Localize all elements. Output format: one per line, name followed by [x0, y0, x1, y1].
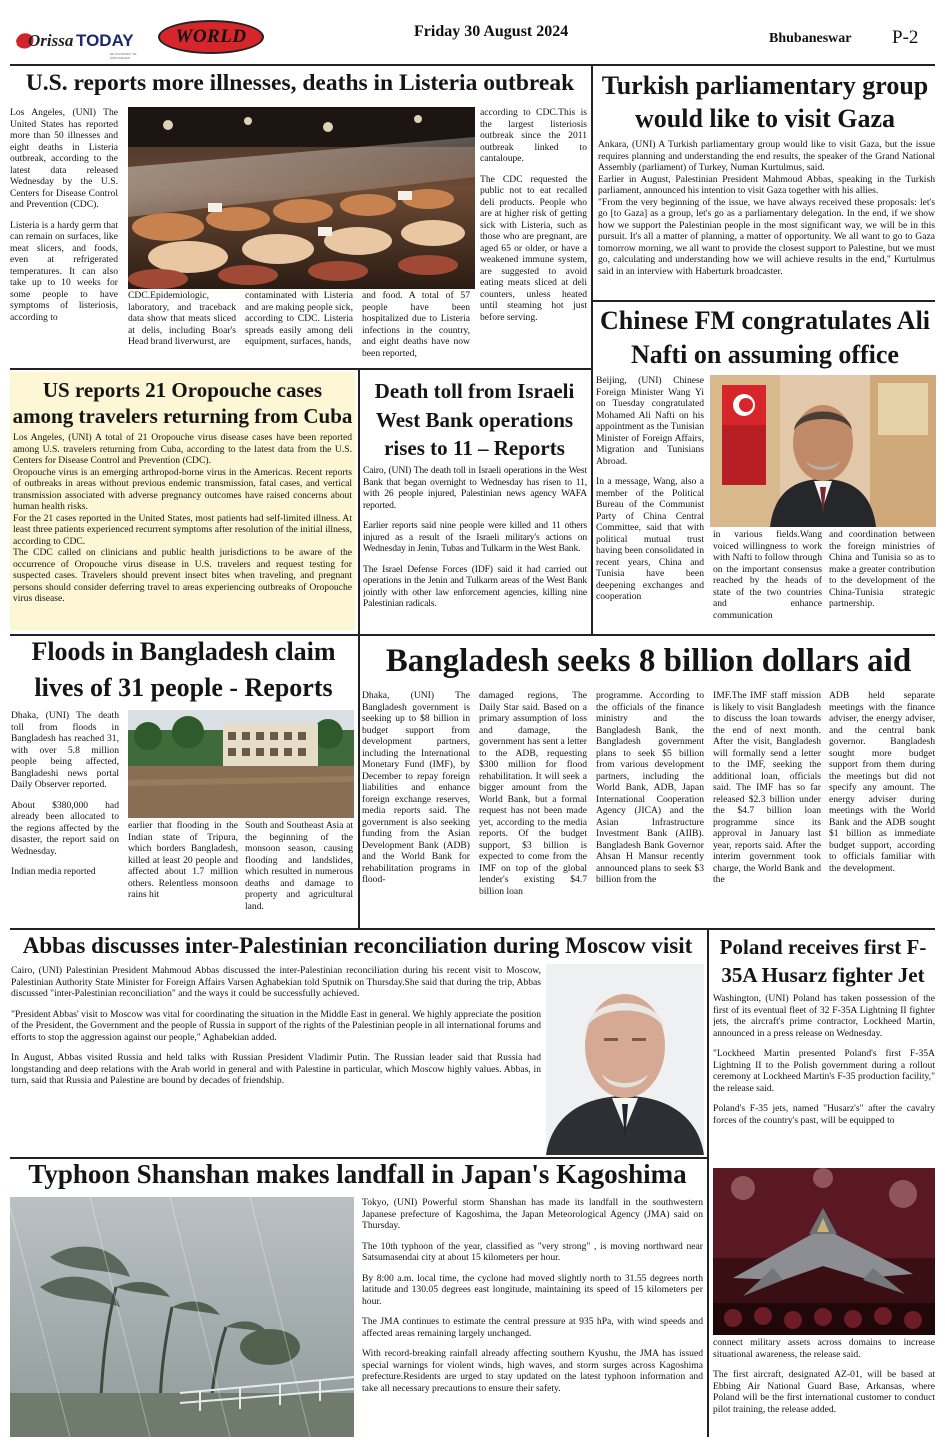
- poland-body-2: [713, 1337, 935, 1439]
- westbank-text-3: The Israel Defense Forces (IDF) said it had carried out operations in the Jenin and Tulkarm areas of the West Bank jointly with other law enforcement agencies, killing nine Palestinian radicals.: [363, 563, 587, 609]
- westbank-headline: Death toll from Israeli West Bank operations rises to 11 – Reports: [374, 379, 575, 461]
- column-rule-4: [707, 930, 709, 1437]
- westbank-body: [363, 465, 587, 631]
- floods-col2: earlier that flooding in the Indian state of Tripura, which borders Bangladesh, killed at least 20 people and affected about 1.7 million others. Relentless monsoon rains hit: [128, 820, 238, 900]
- oropouche-headline: US reports 21 Oropouche cases among travelers returning from Cuba: [12, 378, 353, 429]
- abbas-photo: [546, 964, 704, 1155]
- typhoon-text-2: The 10th typhoon of the year, classified as "very strong" , is moving northward near Satsumasendai city at about 15 kilometers per hour.: [362, 1240, 703, 1263]
- flood-photo: [128, 710, 354, 818]
- column-rule-3: [358, 636, 360, 928]
- bangladesh-aid-col3: programme. According to the officials of the finance ministry and the Bangladesh Bank, the Bangladesh government plans to seek $5 billion from various development partners, including the World Bank, ADB, Japan International Cooperation Agency (JICA) and the Asian Infrastructure Investment Bank (AIIB). Bangladesh Bank Governor Ahsan H Mansur recently announced plans to seek $3 billion from the: [596, 690, 704, 885]
- f35-jet-photo: [713, 1168, 935, 1335]
- typhoon-text-5: With record-breaking rainfall already affecting southern Kyushu, the JMA has issued special warnings for violent winds, high waves, and storm surges across Kagoshima prefecture.Residents are urged to stay updated on the latest typhoon information and take all necessary precautions to ensure their safety.: [362, 1348, 703, 1394]
- listeria-col5: [480, 107, 587, 367]
- abbas-headline: Abbas discusses inter-Palestinian reconciliation during Moscow visit: [22, 933, 693, 958]
- abbas-text-3: In August, Abbas visited Russia and held talks with Russian President Vladimir Putin. The Russian leader said that Russia had longstanding and deep relations with the Arab world in general and with Palestine in particular, which Moscow highly values. Abbas, in turn, said that Russia and Palestine are bound by decades of friendship.: [11, 1052, 541, 1086]
- turkish-body: [598, 139, 935, 299]
- turkish-bottom-rule: [593, 300, 935, 302]
- typhoon-headline: Typhoon Shanshan makes landfall in Japan's Kagoshima: [28, 1159, 687, 1189]
- abbas-text-2: "President Abbas' visit to Moscow was vital for coordinating the situation in the Middle East in general. We highly appreciate the position of the President, the Government and the people of Russia in support of the rights of the Palestinian people in all international forums and efforts to stop the aggression against our people," Aghabekian added.: [11, 1008, 541, 1043]
- listeria-col3: contaminated with Listeria and are making people sick, according to CDC. Listeria spreads easily among deli equipment, surfaces, hands,: [245, 290, 353, 347]
- turkish-text-2: Earlier in August, Palestinian President Mahmoud Abbas, speaking in the Turkish parliament, announced his intention to visit Gaza together with his allies.: [598, 173, 935, 196]
- oropouche-text-2: Oropouche virus is an emerging arthropod-borne virus in the Americas. Recent reports of outbreaks in areas without previous endemic transmission, fatal cases, and vertical transmission associated with adverse pregnancy outcomes have raised concerns about human health risks.: [13, 466, 352, 512]
- chinese-headline: Chinese FM congratulates Ali Nafti on assuming office: [599, 306, 931, 369]
- listeria-col2: CDC.Epidemiologic, laboratory, and traceback data show that meats sliced at delis, including Boar's Head brand liverwurst, are: [128, 290, 236, 347]
- turkish-text-1: Ankara, (UNI) A Turkish parliamentary group would like to visit Gaza, but the issue requires planning and understanding the end results, the speaker of the Grand National Assembly (parliament) of Turkey, Numan Kurtulmus, said.: [598, 139, 935, 173]
- typhoon-text-4: The JMA continues to estimate the central pressure at 935 hPa, with wind speeds and affected areas remaining largely unchanged.: [362, 1316, 703, 1339]
- chinese-text-2: In a message, Wang, also a member of the Political Bureau of the Communist Party of China Central Committee, said that with political mutual trust having been consolidated in recent years, China and Tunisia have been deepening exchanges and cooperation: [596, 476, 704, 602]
- oropouche-text-1: Los Angeles, (UNI) A total of 21 Oropouche virus disease cases have been reported among U.S. travelers returning from Cuba, according to the latest data from the U.S. Centers for Disease Control and Prevention (CDC).: [13, 432, 352, 466]
- floods-body: [11, 710, 119, 925]
- chinese-text-1: Beijing, (UNI) Chinese Foreign Minister Wang Yi on Tuesday congratulated Mohamed Ali Nafti on his appointment as the Tunisian Minister of Foreign Affairs, Migration and Tunisians Abroad.: [596, 375, 704, 467]
- poland-text-4: connect military assets across domains to increase situational awareness, the release said.: [713, 1337, 935, 1360]
- westbank-text-2: Earlier reports said nine people were killed and 11 others injured as a result of the Israeli military's actions on Wednesday in Jenin, Tubas and Tulkarm in the West Bank.: [363, 520, 587, 554]
- poland-text-5: The first aircraft, designated AZ-01, will be based at Ebbing Air National Guard Base, Arkansas, where Poland will be the first international customer to conduct pilot training, the release added.: [713, 1369, 935, 1415]
- page-number: P-2: [892, 27, 919, 48]
- ali-nafti-photo: [710, 375, 936, 527]
- column-rule-1: [591, 66, 593, 634]
- listeria-text-1: Los Angeles, (UNI) The United States has reported more than 50 illnesses and eight deaths in Listeria outbreak, according to the latest data released Wednesday by the U.S. Centers for Disease Control and Prevention (CDC).: [10, 107, 118, 210]
- floods-text-2: About $380,000 had already been allocated to the regions affected by the disaster, the report said on Wednesday.: [11, 799, 119, 857]
- section-label: WORLD: [175, 26, 247, 47]
- listeria-headline: U.S. reports more illnesses, deaths in Listeria outbreak: [25, 70, 575, 96]
- column-rule-2: [358, 369, 360, 634]
- bangladesh-aid-headline: Bangladesh seeks 8 billion dollars aid: [385, 643, 912, 679]
- poland-text-3: Poland's F-35 jets, named "Husarz's" after the cavalry forces of the country's past, will be equipped to: [713, 1103, 935, 1126]
- row3-bottom-rule: [10, 928, 935, 930]
- turkish-text-3: "From the very beginning of the issue, we have always received these proposals: let's go [to Gaza] as a group, let's go as a parliamentary delegation. In the end, if we show how we support the Palestinian people in the most significant way, we will be in this pursuit. It's all a matter of planning, a matter of opportunity. We all want to go to Gaza tomorrow morning, we all want to provide the closest support to Palestine, but we must go, calculating and understanding how we will achieve results in the end," Kurtulmus said in an interview with Haberturk broadcaster.: [598, 196, 935, 277]
- typhoon-photo: [10, 1197, 354, 1437]
- oropouche-body: [13, 432, 352, 627]
- chinese-body: [596, 375, 704, 634]
- bangladesh-aid-col2: damaged regions, The Daily Star said. Based on a primary assumption of loss and damage, the government has sent a letter to the ADB, requesting $300 million for flood rehabilitation. It will seek a bigger amount from the World Bank, but a formal request has not been made yet, according to the media reports. Of the budget support, $3 billion is expected to come from the IMF on top of the global lender's existing $4.7 billion loan: [479, 690, 587, 897]
- oropouche-text-3: For the 21 cases reported in the United States, most patients had self-limited illness. At least three patients experienced recurrent symptoms after resolution of the initial illness, according to CDC.: [13, 512, 352, 547]
- section-badge: [158, 20, 264, 54]
- abbas-text-1: Cairo, (UNI) Palestinian President Mahmoud Abbas discussed the inter-Palestinian reconciliation during his recent visit to Moscow, Palestinian Authority State Minister for Foreign Affairs Varsen Aghabekian told Sputnik on Thursday.She said that during the trip, Abbas discussed "inter-Palestinian reconciliation" and the ways it could be successfully achieved.: [11, 965, 541, 999]
- listeria-text-5b: The CDC requested the public not to eat recalled deli products. People who are at higher risk of getting sick with Listeria, such as those who are pregnant, are aged 65 or older, or have a weakened immune system, are suggested to avoid eating meats sliced at deli counters, unless heated until steaming hot just before serving.: [480, 173, 587, 323]
- deli-counter-photo: [128, 107, 475, 289]
- issue-date: Friday 30 August 2024: [414, 23, 569, 40]
- listeria-col4: and food. A total of 57 people have been hospitalized due to Listeria infections in the country, and eight deaths have now been reported,: [362, 290, 470, 359]
- masthead-rule: [10, 64, 935, 66]
- westbank-text-1: Cairo, (UNI) The death toll in Israeli operations in the West Bank that began overnight to Wednesday has risen to 11, with 26 people injured, Palestinian news agency WAFA reported.: [363, 465, 587, 511]
- floods-col3: South and Southeast Asia at the beginning of the monsoon season, causing flooding and landslides, which resulted in numerous deaths and damage to property and agricultural land.: [245, 820, 353, 912]
- poland-headline: Poland receives first F-35A Husarz fighter Jet: [719, 935, 927, 988]
- logo-prefix: Orissa: [28, 31, 74, 50]
- logo: [14, 28, 148, 60]
- masthead: [0, 0, 945, 66]
- row1-bottom-rule: [10, 368, 591, 370]
- poland-text-2: "Lockheed Martin presented Poland's first F-35A Lightning II to the Polish government during a rollout ceremony at Lockheed Martin's F-35 production facility," the release said.: [713, 1048, 935, 1094]
- oropouche-text-4: The CDC called on clinicians and public health jurisdictions to be aware of the occurrence of Oropouche virus disease in U.S. travelers and request testing for suspected cases. Travelers should prevent insect bites when traveling, and pregnant persons should consider deferring travel to areas experiencing outbreaks of Oropouche virus disease.: [13, 547, 352, 604]
- city-label: Bhubaneswar: [769, 31, 852, 46]
- floods-text-3: Indian media reported: [11, 866, 96, 877]
- logo-main: TODAY: [76, 31, 134, 50]
- typhoon-body: [362, 1197, 703, 1437]
- listeria-text-5a: according to CDC.This is the largest listeriosis outbreak since the 2011 outbreak linked to cantaloupe.: [480, 107, 587, 164]
- abbas-body: [11, 965, 541, 1155]
- turkish-headline: Turkish parliamentary group would like to visit Gaza: [601, 71, 929, 133]
- poland-body: [713, 993, 935, 1167]
- listeria-text-2: Listeria is a hardy germ that can remain on surfaces, like meat slicers, and foods, even at refrigerated temperatures. It can also take up to 10 weeks for some people to have symptoms of listeriosis, according to: [10, 219, 118, 323]
- bangladesh-aid-col1: Dhaka, (UNI) The Bangladesh government is seeking up to $8 billion in budget support from development partners, including the International Monetary Fund (IMF), by December to repay foreign liabilities and enhance foreign exchange reserves, media reports said. The government is also seeking funding from the Asian Development Bank (ADB) and the World Bank for rehabilitation programs in flood-: [362, 690, 470, 885]
- listeria-col1: [10, 107, 118, 367]
- bangladesh-aid-col4: IMF.The IMF staff mission is likely to visit Bangladesh to discuss the loan towards the end of next month. After the visit, Bangladesh will formally send a letter to the IMF, seeking the additional loan, officials said. The IMF has so far released $2.3 billion under the $4.7 billion loan programme since its approval in January last year, reports said. After the interim government took charge, the World Bank and the: [713, 690, 821, 885]
- bangladesh-aid-col5: ADB held separate meetings with the finance adviser, the energy adviser, and the central bank governor. Bangladesh sought more budget support from them during the meetings but did not specify any amount. The energy adviser during meetings with the World Bank and the ADB sought $1 billion as immediate budget support, according to officials familiar with the development.: [829, 690, 935, 874]
- floods-headline: Floods in Bangladesh claim lives of 31 people - Reports: [31, 637, 336, 702]
- typhoon-text-1: Tokyo, (UNI) Powerful storm Shanshan has made its landfall in the southwestern Japanese prefecture of Kagoshima, the Japan Meteorological Agency (JMA) said on Thursday.: [362, 1197, 703, 1231]
- poland-text-1: Washington, (UNI) Poland has taken possession of the first of its eventual fleet of 32 F-35A Lightning II fighter jets, the aircraft's prime contractor, Lockheed Martin, announced in a press release on Wednesday.: [713, 993, 935, 1039]
- floods-text-1: Dhaka, (UNI) The death toll from floods in Bangladesh has reached 31, with over 5.8 million people being affected, Bangladeshi news portal Daily Observer reported.: [11, 710, 119, 790]
- logo-tagline: BE INFORMED, BE EMPOWERED: [110, 52, 137, 60]
- typhoon-text-3: By 8:00 a.m. local time, the cyclone had moved slightly north to 31.55 degrees north latitude and 130.05 degrees east longitude, maintaining its speed of 15 kilometers per hour.: [362, 1272, 703, 1307]
- chinese-col3: and coordination between the foreign ministries of China and Tunisia so as to make a greater contribution to the development of the China-Tunisia strategic partnership.: [829, 529, 935, 609]
- chinese-col2: in various fields.Wang voiced willingness to work with Nafti to follow through on the important consensus reached by the heads of state of the two countries and enhance communication: [713, 529, 822, 621]
